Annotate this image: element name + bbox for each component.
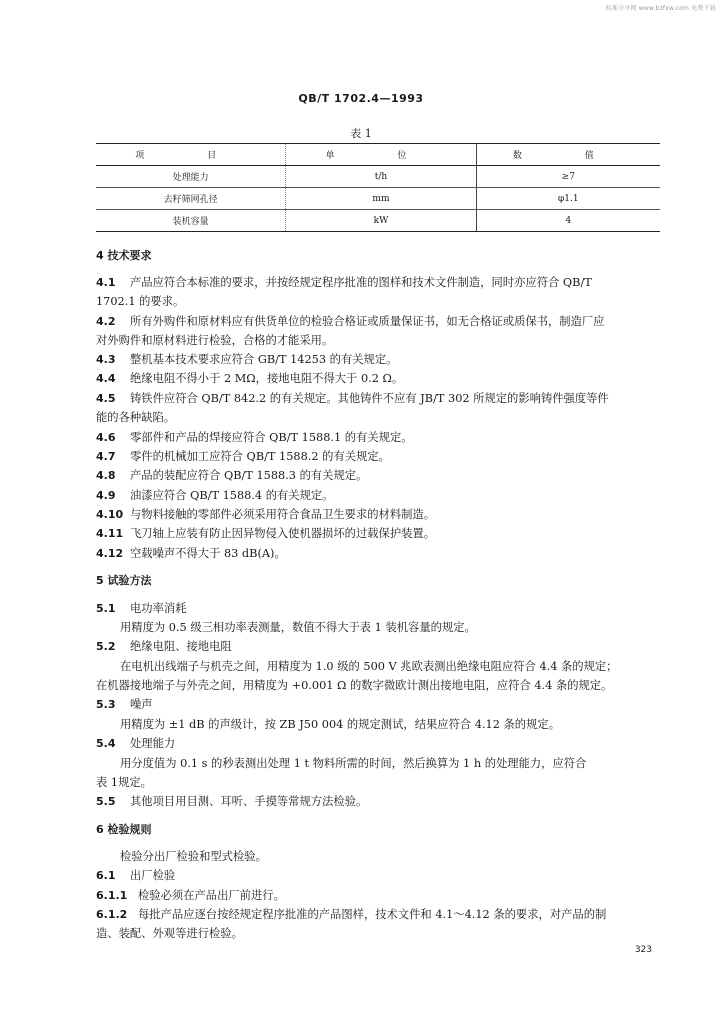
table-cell: t/h	[286, 166, 476, 188]
clause-number: 5.3	[96, 698, 116, 711]
clause-number: 4.9	[96, 489, 116, 502]
clause-number: 4.12	[96, 547, 124, 560]
clause-4-10	[96, 506, 435, 522]
table-header-value: 数 值	[476, 144, 660, 166]
clause-number: 4.3	[96, 353, 116, 366]
clause-4-2	[96, 313, 604, 329]
clause-title: 处理能力	[130, 737, 176, 750]
clause-4-3	[96, 351, 397, 367]
clause-text: 油漆应符合 QB/T 1588.4 的有关规定。	[130, 489, 334, 502]
table-header-row	[96, 144, 660, 166]
clause-number: 5.1	[96, 602, 116, 615]
table-cell: kW	[286, 210, 476, 232]
clause-4-1	[96, 274, 592, 290]
table-header-item: 项 目	[96, 144, 286, 166]
clause-number: 4.6	[96, 431, 116, 444]
clause-6-1-2	[96, 906, 606, 922]
clause-5-1	[96, 600, 187, 616]
clause-4-5-cont: 能的各种缺陷。	[96, 411, 176, 424]
clause-number: 4.11	[96, 527, 124, 540]
clause-text: 产品的装配应符合 QB/T 1588.3 的有关规定。	[130, 469, 368, 482]
clause-number: 6.1.1	[96, 889, 128, 902]
clause-5-5	[96, 793, 367, 809]
clause-text: 铸铁件应符合 QB/T 842.2 的有关规定。其他铸件不应有 JB/T 302 所规定的影响铸件强度等件	[130, 392, 609, 405]
clause-number: 4.2	[96, 315, 116, 328]
clause-4-11	[96, 525, 435, 541]
clause-5-4-body-cont: 表 1规定。	[96, 776, 152, 789]
table-cell: mm	[286, 188, 476, 210]
table-cell: 去籽筛网孔径	[96, 188, 286, 210]
clause-4-6	[96, 429, 413, 445]
clause-4-1-cont: 1702.1 的要求。	[96, 295, 185, 308]
clause-title: 绝缘电阻、接地电阻	[130, 640, 232, 653]
clause-4-2-cont: 对外购件和原材料进行检验，合格的才能采用。	[96, 334, 334, 347]
clause-4-9	[96, 487, 333, 503]
clause-number: 4.4	[96, 372, 116, 385]
clause-text: 空载噪声不得大于 83 dB(A)。	[130, 547, 286, 560]
section-6-heading: 6 检验规则	[96, 823, 152, 836]
clause-number: 4.5	[96, 392, 116, 405]
section-4-heading: 4 技术要求	[96, 249, 152, 262]
clause-title: 噪声	[130, 698, 153, 711]
clause-number: 4.8	[96, 469, 116, 482]
clause-5-3-body: 用精度为 ±1 dB 的声级计，按 ZB J50 004 的规定测试，结果应符合 4.12 条的规定。	[120, 718, 560, 731]
table-row	[96, 188, 660, 210]
table-cell: ≥7	[476, 166, 660, 188]
clause-4-5	[96, 390, 609, 406]
clause-text: 与物料接触的零部件必须采用符合食品卫生要求的材料制造。	[130, 508, 436, 521]
table-cell: 处理能力	[96, 166, 286, 188]
clause-number: 4.10	[96, 508, 124, 521]
standard-number-header: QB/T 1702.4—1993	[298, 92, 424, 105]
clause-title: 出厂检验	[130, 869, 176, 882]
clause-5-4	[96, 735, 175, 751]
clause-text: 其他项目用目测、耳听、手摸等常规方法检验。	[130, 795, 368, 808]
clause-title: 电功率消耗	[130, 602, 187, 615]
clause-text: 整机基本技术要求应符合 GB/T 14253 的有关规定。	[130, 353, 398, 366]
watermark: 标准分享网 www.bzfxw.com 免费下载	[605, 5, 716, 12]
clause-text: 飞刀轴上应装有防止因异物侵入使机器损坏的过载保护装置。	[130, 527, 436, 540]
clause-5-2-body-cont: 在机器接地端子与外壳之间，用精度为 +0.001 Ω 的数字微欧计测出接地电阻，应符合 4.4 条的规定。	[96, 679, 613, 692]
page-number: 323	[634, 945, 652, 955]
clause-text: 所有外购件和原材料应有供货单位的检验合格证或质量保证书，如无合格证或质保书，制造厂应	[130, 315, 605, 328]
clause-number: 5.5	[96, 795, 116, 808]
clause-number: 6.1.2	[96, 908, 128, 921]
table-cell: 4	[476, 210, 660, 232]
spec-table	[96, 143, 660, 232]
clause-4-12	[96, 545, 286, 561]
clause-number: 5.4	[96, 737, 116, 750]
clause-text: 绝缘电阻不得小于 2 MΩ，接地电阻不得大于 0.2 Ω。	[130, 372, 404, 385]
clause-number: 4.1	[96, 276, 116, 289]
clause-4-8	[96, 467, 367, 483]
clause-5-4-body: 用分度值为 0.1 s 的秒表测出处理 1 t 物料所需的时间，然后换算为 1 h 的处理能力，应符合	[120, 757, 587, 770]
clause-text: 零部件和产品的焊接应符合 QB/T 1588.1 的有关规定。	[130, 431, 413, 444]
clause-5-1-body: 用精度为 0.5 级三相功率表测量，数值不得大于表 1 装机容量的规定。	[120, 621, 476, 634]
clause-text: 零件的机械加工应符合 QB/T 1588.2 的有关规定。	[130, 450, 390, 463]
section-6-intro: 检验分出厂检验和型式检验。	[120, 850, 267, 863]
section-5-heading: 5 试验方法	[96, 574, 152, 587]
clause-text: 产品应符合本标准的要求，并按经规定程序批准的图样和技术文件制造，同时亦应符合 QB/T	[130, 276, 592, 289]
clause-text: 检验必须在产品出厂前进行。	[138, 889, 285, 902]
clause-6-1-1	[96, 887, 285, 903]
clause-4-4	[96, 370, 403, 386]
clause-text: 每批产品应逐台按经规定程序批准的产品图样，技术文件和 4.1～4.12 条的要求，对产品的制	[138, 908, 607, 921]
table-title: 表 1	[350, 127, 372, 140]
clause-6-1	[96, 867, 175, 883]
clause-number: 4.7	[96, 450, 116, 463]
clause-5-3	[96, 696, 153, 712]
table-row	[96, 166, 660, 188]
clause-5-2-body: 在电机出线端子与机壳之间，用精度为 1.0 级的 500 V 兆欧表测出绝缘电阻应符合 4.4 条的规定；	[120, 660, 618, 673]
table-cell: 装机容量	[96, 210, 286, 232]
table-cell: φ1.1	[476, 188, 660, 210]
clause-number: 5.2	[96, 640, 116, 653]
table-row	[96, 210, 660, 232]
clause-5-2	[96, 638, 232, 654]
clause-6-1-2-cont: 造、装配、外观等进行检验。	[96, 927, 243, 940]
table-header-unit: 单 位	[286, 144, 476, 166]
clause-number: 6.1	[96, 869, 116, 882]
clause-4-7	[96, 448, 390, 464]
